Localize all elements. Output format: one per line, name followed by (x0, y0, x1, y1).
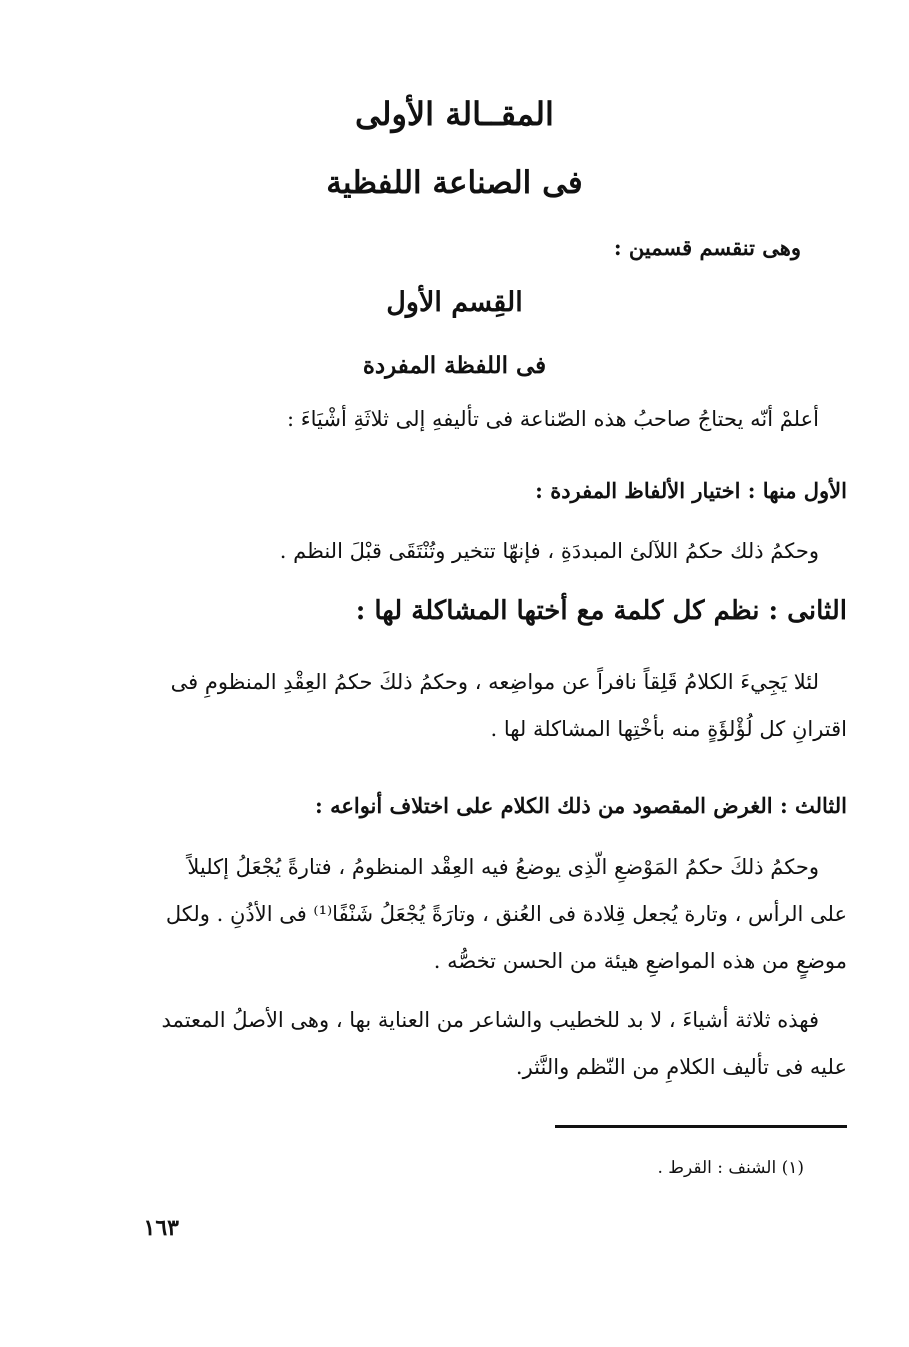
page-number: ١٦٣ (143, 1215, 179, 1241)
second-item-line-1: لئلا يَجِيءَ الكلامُ قَلِقاً نافراً عن مواضِعه ، وحكمُ ذلكَ حكمُ العِقْدِ المنظومِ فى (170, 670, 819, 694)
article-title: المقــالة الأولى (355, 95, 554, 133)
part-subtitle: فى اللفظة المفردة (362, 352, 547, 379)
article-subtitle: فى الصناعة اللفظية (326, 165, 583, 201)
part-title: القِسم الأول (386, 287, 523, 318)
division-intro: وهى تنقسم قسمين : (613, 235, 801, 260)
second-item-heading (356, 596, 847, 626)
intro-paragraph: أعلمْ أنّه يحتاجُ صاحبُ هذه الصّناعة فى تأليفهِ إلى ثلاثَةِ أشْيَاءَ : (287, 407, 819, 431)
summary-line-2: عليه فى تأليف الكلامِ من النّظم والنَّثر. (515, 1055, 847, 1079)
footnote: (١) الشنف : القرط . (657, 1158, 804, 1178)
third-item-line-1: وحكمُ ذلكَ حكمُ المَوْضعِ الّذِى يوضعُ فيه العِقْد المنظومُ ، فتارةً يُجْعَلُ إكليلاً (187, 855, 819, 879)
summary-line-1: فهذه ثلاثة أشياءَ ، لا بد للخطيب والشاعر من العناية بها ، وهى الأصلُ المعتمد (161, 1008, 819, 1032)
first-item-heading: الأول منها : اختيار الألفاظ المفردة : (535, 478, 847, 503)
third-item-line-2: على الرأس ، وتارة يُجعل قِلادة فى العُنق ، وتارَةً يُجْعَلُ شَنْفًا⁽¹⁾ فى الأذُنِ . ولكل (165, 902, 847, 926)
second-item-lead: الثانى : (768, 596, 847, 626)
third-item-heading: الثالث : الغرض المقصود من ذلك الكلام على اختلاف أنواعه : (315, 793, 847, 818)
footnote-divider (555, 1125, 847, 1128)
third-item-line-3: موضعٍ من هذه المواضعِ هيئة من الحسن تخصُّه . (433, 949, 847, 973)
first-item-text: وحكمُ ذلك حكمُ اللآلئ المبددَةِ ، فإنهّا تتخير وتُنْتَقَى قبْلَ النظم . (279, 539, 819, 563)
second-item-title: نظم كل كلمة مع أختها المشاكلة لها : (355, 596, 760, 626)
second-item-line-2: اقترانِ كل لُؤْلؤَةٍ منه بأخْتِها المشاكلة لها . (490, 717, 847, 741)
